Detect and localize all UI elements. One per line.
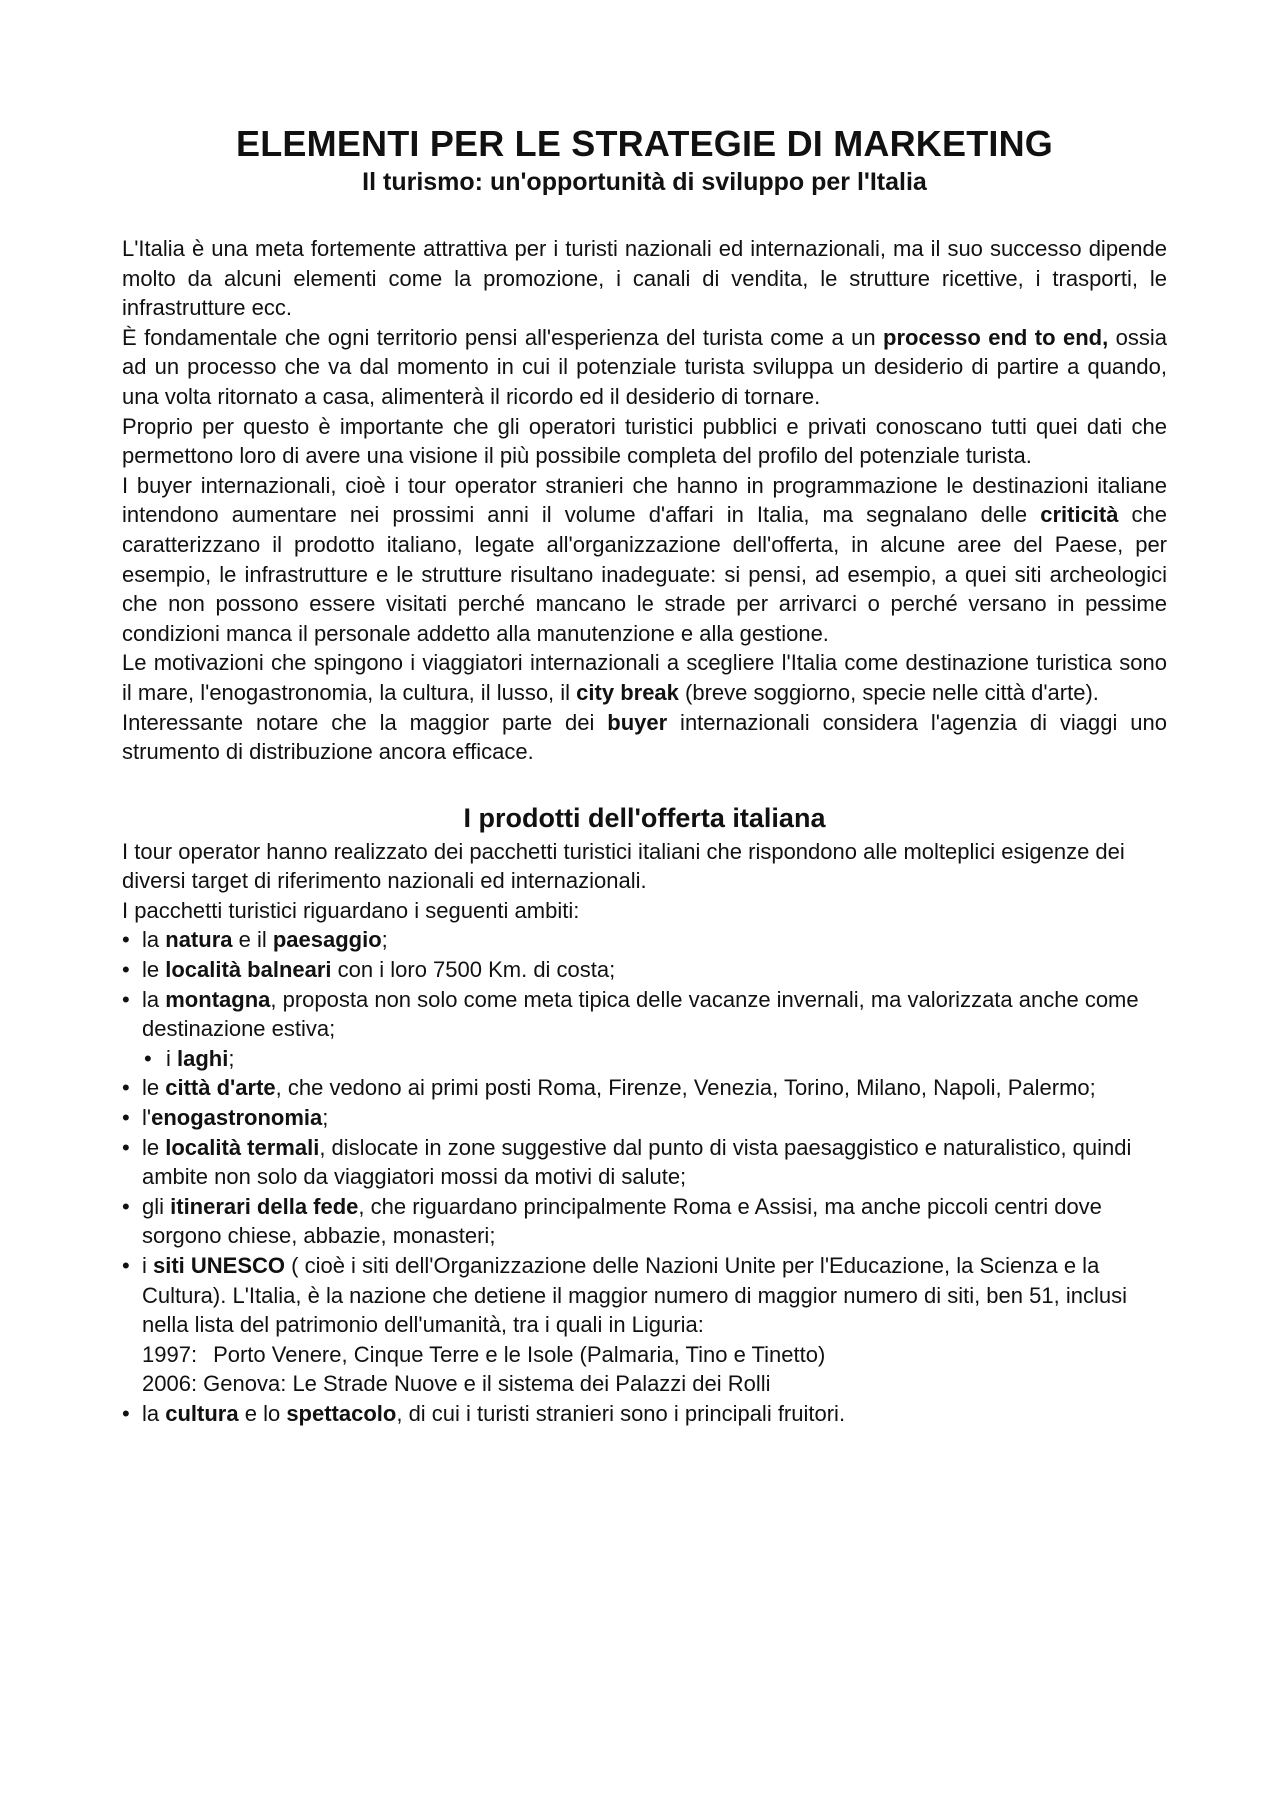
item-bold: natura	[165, 927, 233, 953]
item-bold: località termali	[165, 1134, 320, 1160]
item-bold: siti UNESCO	[153, 1253, 286, 1278]
list-item-unesco	[122, 1251, 1167, 1399]
paragraph-2-bold: processo end to end,	[883, 324, 1109, 350]
paragraph-5-text-c: (breve soggiorno, specie nelle città d'arte).	[678, 679, 1099, 705]
unesco-sites-1997: Porto Venere, Cinque Terre e le Isole (Palmaria, Tino e Tinetto)	[213, 1341, 826, 1367]
bullet-icon: •	[122, 927, 130, 953]
item-text: ( cioè i siti dell'Organizzazione delle Nazioni Unite per l'Educazione, la Scienza e la Cultura). L'Italia, è la nazione che detiene il maggior numero di maggior numero di siti, ben 51, inclusi nella lista del patrimonio dell'umanità, tra i quali in Liguria:	[142, 1253, 1127, 1338]
unesco-year-1997: 1997:	[142, 1341, 198, 1367]
item-text: , che riguardano principalmente Roma e Assisi, ma anche piccoli centri dove sorgono chiese, abbazie, monasteri;	[142, 1193, 1102, 1249]
paragraph-2-text-c: ossia ad un processo che va dal momento in cui il potenziale turista sviluppa un desiderio di partire a quando, una volta ritornato a casa, alimenterà il ricordo ed il desiderio di tornare.	[122, 324, 1167, 409]
paragraph-6-text-c: internazionali considera l'agenzia di viaggi uno strumento di distribuzione ancora efficace.	[122, 709, 1167, 765]
item-text: ;	[322, 1105, 329, 1131]
list-item-fede	[122, 1192, 1167, 1251]
item-text: la	[142, 927, 166, 953]
bullet-icon: •	[122, 1193, 130, 1219]
list-item-montagna	[122, 985, 1167, 1044]
paragraph-2	[122, 323, 1167, 412]
item-bold: cultura	[165, 1400, 239, 1426]
list-item-arte	[122, 1073, 1167, 1103]
item-text: le	[142, 957, 166, 983]
paragraph-6-bold: buyer	[607, 709, 668, 735]
list-item-enogastronomia	[122, 1103, 1167, 1133]
item-bold: città d'arte	[165, 1075, 276, 1101]
bullet-icon: •	[122, 986, 130, 1012]
item-text: i	[166, 1045, 177, 1071]
item-text: l'	[142, 1105, 152, 1131]
item-text: la	[142, 1400, 166, 1426]
item-text: , di cui i turisti stranieri sono i principali fruitori.	[396, 1400, 846, 1426]
paragraph-4-text-a: I buyer internazionali, cioè i tour operator stranieri che hanno in programmazione le destinazioni italiane intendono aumentare nei prossimi anni il volume d'affari in Italia, ma segnalano delle	[122, 472, 1167, 528]
intro-section	[122, 234, 1167, 767]
bullet-icon: •	[122, 1134, 130, 1160]
paragraph-4-bold: criticità	[1040, 502, 1119, 528]
item-text: e lo	[238, 1400, 287, 1426]
item-text: e il	[232, 927, 273, 953]
bullet-icon: •	[122, 1400, 130, 1426]
document-title: ELEMENTI PER LE STRATEGIE DI MARKETING	[236, 123, 1053, 164]
item-bold: itinerari della fede	[170, 1193, 359, 1219]
paragraph-5-text-a: Le motivazioni che spingono i viaggiatori internazionali a scegliere l'Italia come destinazione turistica sono il mare, l'enogastronomia, la cultura, il lusso, il	[122, 650, 1167, 705]
item-text: ;	[381, 927, 388, 953]
item-text: , proposta non solo come meta tipica delle vacanze invernali, ma valorizzata anche come destinazione estiva;	[142, 986, 1139, 1042]
unesco-line-1997	[142, 1340, 1167, 1370]
item-bold: località balneari	[165, 957, 332, 983]
bullet-icon: •	[122, 1253, 130, 1278]
item-bold: spettacolo	[286, 1400, 397, 1426]
products-list	[122, 925, 1167, 1428]
bullet-icon: •	[122, 1105, 130, 1131]
item-bold: laghi	[177, 1045, 229, 1071]
item-text: le	[142, 1134, 166, 1160]
list-item-natura	[122, 925, 1167, 955]
products-intro	[122, 837, 1167, 926]
paragraph-4-text-c: che caratterizzano il prodotto italiano, legate all'organizzazione dell'offerta, in alcune aree del Paese, per esempio, le infrastrutture e le strutture risultano inadeguate: si pensi, ad esempio, a quei siti archeologici che non possono essere visitati perché mancano le strade per arrivarci o perché versano in pessime condizioni manca il personale addetto alla manutenzione e alla gestione.	[122, 502, 1168, 646]
paragraph-5	[122, 648, 1167, 707]
bullet-icon: •	[122, 1075, 130, 1101]
item-bold: enogastronomia	[151, 1105, 323, 1131]
list-item-laghi	[122, 1044, 1167, 1074]
bullet-icon: •	[122, 957, 130, 983]
item-text: con i loro 7500 Km. di costa;	[331, 957, 616, 983]
section-title: I prodotti dell'offerta italiana	[463, 802, 826, 833]
paragraph-5-bold: city break	[576, 679, 679, 705]
unesco-line-2006: 2006: Genova: Le Strade Nuove e il sistema dei Palazzi dei Rolli	[142, 1371, 771, 1397]
bullet-icon: •	[144, 1045, 152, 1071]
products-intro-2: I pacchetti turistici riguardano i seguenti ambiti:	[122, 897, 580, 923]
document-subtitle: Il turismo: un'opportunità di sviluppo per l'Italia	[362, 168, 927, 196]
paragraph-6-text-a: Interessante notare che la maggior parte dei	[122, 709, 608, 735]
item-text: , che vedono ai primi posti Roma, Firenze, Venezia, Torino, Milano, Napoli, Palermo;	[275, 1075, 1096, 1101]
paragraph-6	[122, 708, 1167, 767]
item-bold: montagna	[165, 986, 271, 1012]
item-text: le	[142, 1075, 166, 1101]
paragraph-1: L'Italia è una meta fortemente attrattiva per i turisti nazionali ed internazionali, ma il suo successo dipende molto da alcuni elementi come la promozione, i canali di vendita, le strutture ricettive, i trasporti, le infrastrutture ecc.	[122, 236, 1167, 321]
item-text: , dislocate in zone suggestive dal punto di vista paesaggistico e naturalistico, quindi ambite non solo da viaggiatori mossi da motivi di salute;	[142, 1134, 1132, 1190]
item-bold: paesaggio	[272, 927, 382, 953]
item-text: i	[142, 1253, 153, 1278]
item-text: gli	[142, 1193, 171, 1219]
paragraph-3: Proprio per questo è importante che gli operatori turistici pubblici e privati conoscano tutti quei dati che permettono loro di avere una visione il più possibile completa del profilo del potenziale turista.	[122, 413, 1167, 469]
products-intro-1: I tour operator hanno realizzato dei pacchetti turistici italiani che rispondono alle molteplici esigenze dei diversi target di riferimento nazionali ed internazionali.	[122, 838, 1125, 894]
item-text: la	[142, 986, 166, 1012]
paragraph-2-text-a: È fondamentale che ogni territorio pensi all'esperienza del turista come a un	[122, 324, 884, 350]
list-item-termali	[122, 1133, 1167, 1192]
paragraph-4	[122, 471, 1167, 649]
list-item-cultura	[122, 1399, 1167, 1429]
list-item-balneari	[122, 955, 1167, 985]
item-text: ;	[228, 1045, 235, 1071]
